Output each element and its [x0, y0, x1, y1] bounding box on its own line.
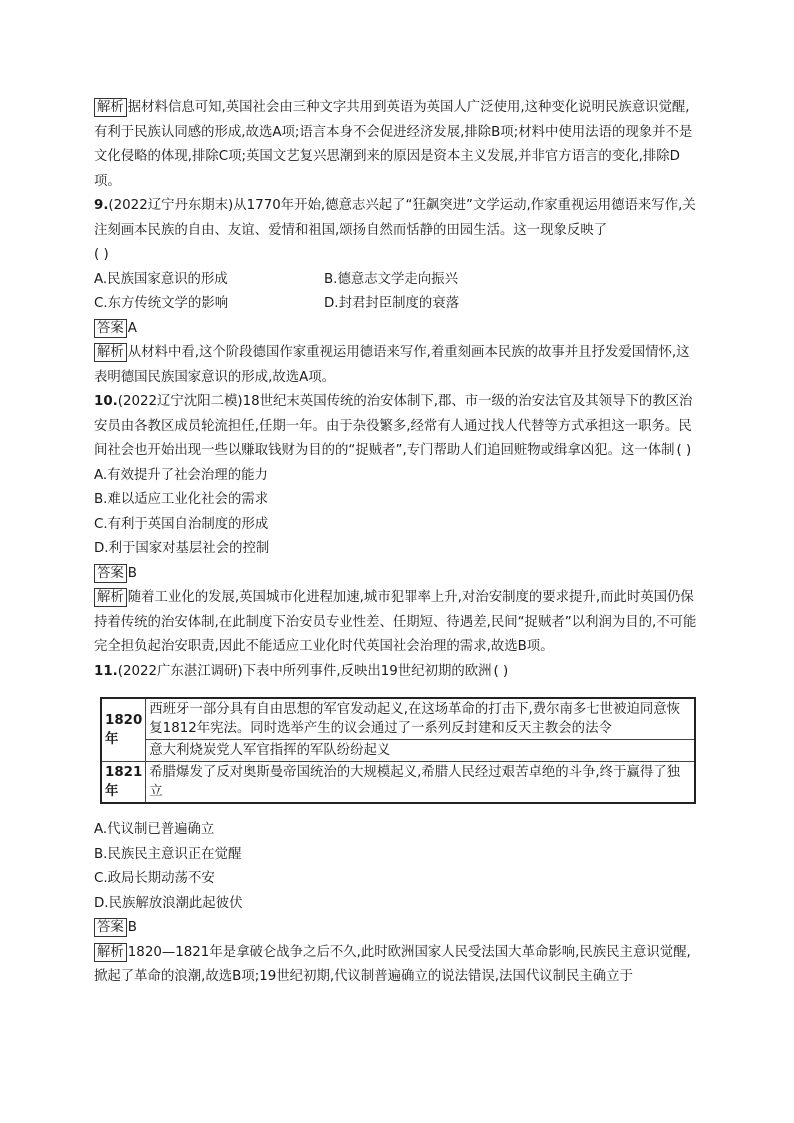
year-cell: 1820年: [101, 698, 146, 762]
q9-analysis-text: 从材料中看,这个阶段德国作家重视运用德语来写作,着重刻画本民族的故事并且抒发爱国情怀,这表明德国民族国家意识的形成,故选A项。: [94, 345, 690, 385]
analysis-tag: 解析: [94, 343, 127, 362]
q9-answer: [94, 317, 698, 342]
q11-answer-value: B: [127, 920, 137, 935]
q9-number: 9.: [94, 198, 109, 213]
analysis-tag: 解析: [94, 98, 127, 117]
q11-stem-text: (2022广东湛江调研)下表中所列事件,反映出19世纪初期的欧洲: [117, 663, 492, 679]
q10-answer-value: B: [127, 565, 137, 581]
event-cell: 西班牙一部分具有自由思想的军官发动起义,在这场革命的打击下,费尔南多七世被迫同意恢复1812年宪法。同时选举产生的议会通过了一系列反封建和反天主教会的法令: [146, 698, 695, 740]
q9-option-d: D.封君封臣制度的衰落: [324, 296, 460, 311]
table-row: [101, 762, 695, 804]
year-cell: 1821年: [101, 762, 146, 804]
event-cell: 意大利烧炭党人军官指挥的军队纷纷起义: [146, 740, 695, 762]
q10-stem: [94, 390, 698, 464]
q11-option-d: D.民族解放浪潮此起彼伏: [94, 895, 243, 911]
q10-answer: [94, 562, 698, 587]
table-row: [101, 740, 695, 762]
q8-analysis-text: 据材料信息可知,英国社会由三种文字共用到英语为英国人广泛使用,这种变化说明民族意识觉醒,有利于民族认同感的形成,故选A项;语言本身不会促进经济发展,排除B项;材料中使用法语的现象并不是文化侵略的体现,排除C项;英国文艺复兴思潮到来的原因是资本主义发展,并非官方语言的变化,排除D项。: [94, 100, 693, 189]
analysis-tag: 解析: [94, 943, 127, 962]
q10-analysis-text: 随着工业化的发展,英国城市化进程加速,城市犯罪率上升,对治安制度的要求提升,而此时英国仍保持着传统的治安体制,在此制度下治安员专业性差、任期短、待遇差,民间“捉贼者”以利润为目的,不可能完全担负起治安职责,因此不能适应工业化时代英国社会治理的需求,故选B项。: [94, 590, 697, 654]
q11-option-b: B.民族民主意识正在觉醒: [94, 846, 242, 862]
q11-analysis: [94, 941, 698, 990]
q11-analysis-text: 1820—1821年是拿破仑战争之后不久,此时欧洲国家人民受法国大革命影响,民族民主意识觉醒,掀起了革命的浪潮,故选B项;19世纪初期,代议制普遍确立的说法错误,法国代议制民主确立于: [94, 944, 691, 984]
q10-option-d: D.利于国家对基层社会的控制: [94, 541, 270, 556]
q11-option-c: C.政局长期动荡不安: [94, 871, 215, 886]
q10-stem-text: (2022辽宁沈阳二模)18世纪末英国传统的治安体制下,郡、市一级的治安法官及其领导下的教区治安员由各教区成员轮流担任,任期一年。由于杂役繁多,经常有人通过找人代替等方式承担这一职务。民间社会也开始出现一些以赚取钱财为目的的“捉贼者”,专门帮助人们追回赃物或缉拿凶犯。这一体制: [94, 394, 693, 458]
answer-tag: 答案: [94, 564, 127, 583]
q9-stem: [94, 194, 698, 243]
q11-option-a: A.代议制已普遍确立: [94, 822, 215, 837]
q9-stem-text: (2022辽宁丹东期末)从1770年开始,德意志兴起了“狂飙突进”文学运动,作家重视运用德语来写作,关注刻画本民族的自由、友谊、爱情和祖国,颂扬自然而恬静的田园生活。这一现象反映了: [94, 198, 696, 238]
q11-stem: [94, 660, 698, 685]
q9-answer-value: A: [127, 320, 137, 336]
q10-number: 10.: [94, 394, 118, 409]
question-content: [94, 96, 698, 990]
q10-option-b: B.难以适应工业化社会的需求: [94, 492, 269, 507]
q11-answer: [94, 916, 698, 941]
table-row: [101, 698, 695, 740]
event-cell: 希腊爆发了反对奥斯曼帝国统治的大规模起义,希腊人民经过艰苦卓绝的斗争,终于赢得了独立: [146, 762, 695, 804]
q10-option-c: C.有利于英国自治制度的形成: [94, 516, 269, 532]
q8-analysis: [94, 96, 698, 194]
q10-analysis: [94, 586, 698, 660]
q9-options-row-1: [94, 268, 698, 293]
q9-option-c: C.东方传统文学的影响: [94, 296, 229, 311]
answer-tag: 答案: [94, 918, 127, 937]
q9-analysis: [94, 341, 698, 390]
q11-number: 11.: [94, 663, 118, 679]
q9-option-a: A.民族国家意识的形成: [94, 271, 228, 287]
q9-option-b: B.德意志文学走向振兴: [324, 271, 458, 287]
analysis-tag: 解析: [94, 588, 127, 607]
q9-paren: ( ): [94, 247, 109, 262]
q10-paren: ( ): [676, 443, 692, 458]
q10-option-a: A.有效提升了社会治理的能力: [94, 467, 268, 483]
q11-paren: ( ): [493, 663, 509, 679]
q11-events-table: [100, 697, 696, 804]
answer-tag: 答案: [94, 319, 127, 338]
q9-options-row-2: [94, 292, 698, 317]
